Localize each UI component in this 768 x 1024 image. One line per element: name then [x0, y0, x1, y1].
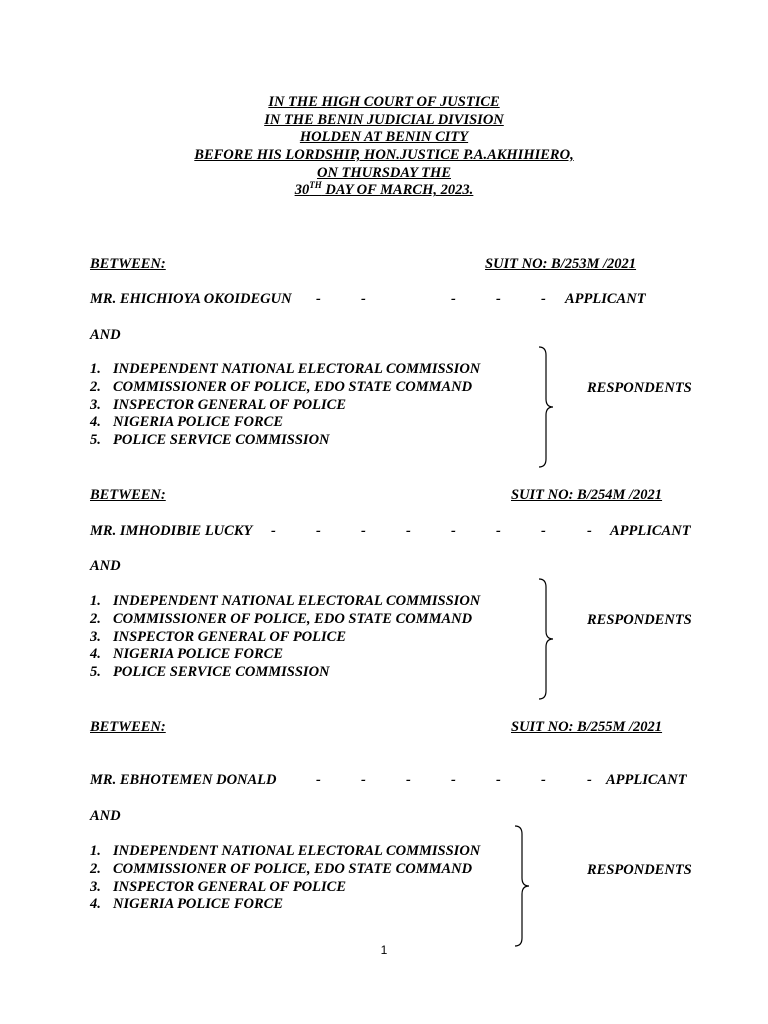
- list-item: 4. NIGERIA POLICE FORCE: [90, 646, 284, 663]
- respondents-label: RESPONDENTS: [587, 862, 692, 878]
- list-item: 3. INSPECTOR GENERAL OF POLICE: [90, 878, 346, 895]
- header-line: ON THURSDAY THE: [316, 164, 451, 181]
- header-line: HOLDEN AT BENIN CITY: [299, 129, 469, 146]
- date-text: 30TH DAY OF MARCH, 2023.: [294, 180, 474, 199]
- applicant-name: MR. IMHODIBIE LUCKY: [90, 523, 253, 539]
- list-item: 3. INSPECTOR GENERAL OF POLICE: [90, 628, 346, 645]
- and-label: AND: [90, 558, 121, 574]
- respondents-list: [90, 593, 480, 682]
- page-number: 1: [380, 943, 388, 957]
- court-header: [0, 94, 768, 200]
- header-line: IN THE BENIN JUDICIAL DIVISION: [264, 111, 504, 128]
- and-label: AND: [90, 327, 121, 343]
- list-item: 2. COMMISSIONER OF POLICE, EDO STATE COMMAND: [90, 378, 473, 395]
- suit-number: SUIT NO: B/255M /2021: [511, 719, 663, 735]
- list-item: 1. INDEPENDENT NATIONAL ELECTORAL COMMISSION: [90, 593, 481, 609]
- respondents-list: [90, 843, 480, 914]
- applicant-name: MR. EBHOTEMEN DONALD: [90, 772, 277, 788]
- list-item: 5. POLICE SERVICE COMMISSION: [90, 432, 330, 449]
- list-item: 2. COMMISSIONER OF POLICE, EDO STATE COMMAND: [90, 610, 473, 627]
- list-item: 2. COMMISSIONER OF POLICE, EDO STATE COMMAND: [90, 860, 473, 877]
- and-label: AND: [90, 808, 121, 824]
- list-item: 4. NIGERIA POLICE FORCE: [90, 414, 284, 431]
- list-item: 1. INDEPENDENT NATIONAL ELECTORAL COMMISSION: [90, 843, 481, 859]
- applicant-label: APPLICANT: [606, 772, 687, 788]
- header-line: BEFORE HIS LORDSHIP, HON.JUSTICE P.A.AKHIHIERO,: [194, 147, 574, 164]
- header-date-line: [0, 182, 768, 200]
- right-brace-icon: [510, 824, 534, 948]
- applicant-name: MR. EHICHIOYA OKOIDEGUN: [90, 291, 292, 307]
- between-label: BETWEEN:: [90, 719, 166, 735]
- header-line: IN THE HIGH COURT OF JUSTICE: [268, 94, 500, 110]
- suit-number: SUIT NO: B/254M /2021: [511, 487, 663, 503]
- suit-number: SUIT NO: B/253M /2021: [485, 256, 637, 272]
- respondents-label: RESPONDENTS: [587, 612, 692, 628]
- right-brace-icon: [534, 577, 558, 701]
- list-item: 5. POLICE SERVICE COMMISSION: [90, 664, 330, 681]
- between-label: BETWEEN:: [90, 487, 166, 503]
- applicant-label: APPLICANT: [565, 291, 646, 307]
- right-brace-icon: [534, 345, 558, 469]
- applicant-label: APPLICANT: [610, 523, 691, 539]
- respondents-label: RESPONDENTS: [587, 380, 692, 396]
- list-item: 1. INDEPENDENT NATIONAL ELECTORAL COMMISSION: [90, 361, 481, 377]
- between-label: BETWEEN:: [90, 256, 166, 272]
- list-item: 4. NIGERIA POLICE FORCE: [90, 896, 284, 913]
- list-item: 3. INSPECTOR GENERAL OF POLICE: [90, 396, 346, 413]
- respondents-list: [90, 361, 480, 450]
